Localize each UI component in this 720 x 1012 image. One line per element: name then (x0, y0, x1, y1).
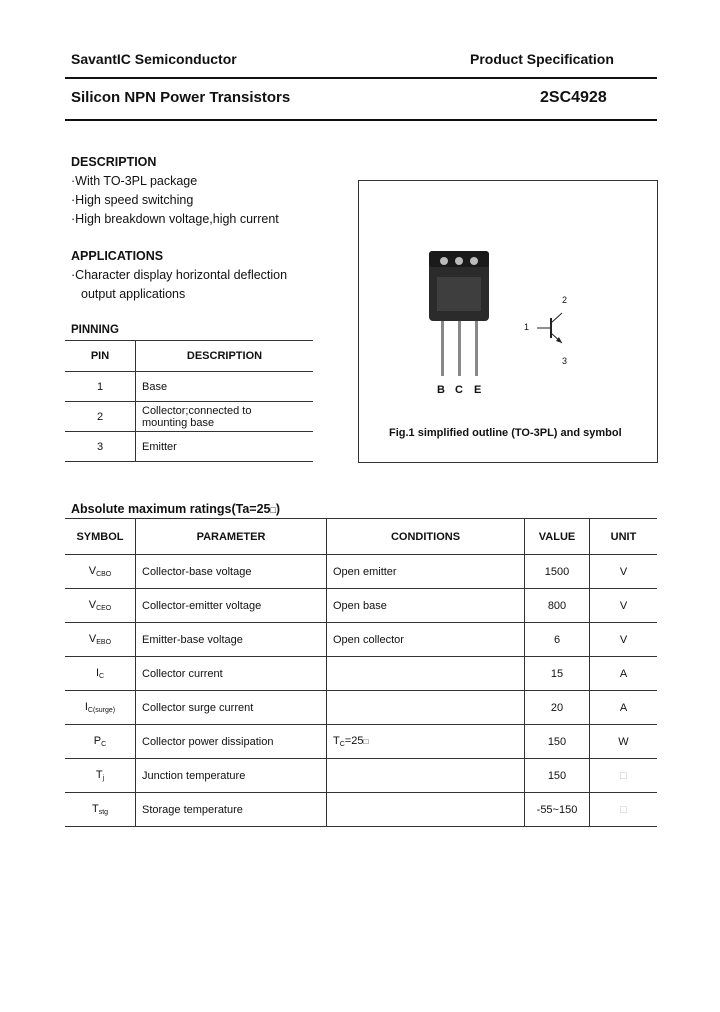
symbol-subscript: C (101, 741, 107, 748)
table-row (65, 691, 657, 725)
pin-description-line: mounting base (142, 416, 215, 429)
product-family-title: Silicon NPN Power Transistors (71, 89, 291, 106)
table-row (65, 623, 657, 657)
conditions-cell (327, 691, 525, 725)
value-cell: -55~150 (525, 793, 590, 827)
ratings-heading-text: Absolute maximum ratings(Ta=25 (71, 502, 271, 516)
applications-line: output applications (81, 287, 186, 301)
figure-caption: Fig.1 simplified outline (TO-3PL) and symbol (389, 427, 622, 439)
package-illustration (359, 181, 657, 462)
table-row (65, 555, 657, 589)
unit-cell: V (619, 599, 628, 612)
symbol-collector (551, 313, 562, 323)
parameter-cell: Storage temperature (136, 793, 327, 827)
condition-value: =25 (344, 735, 364, 747)
table-row (65, 402, 313, 432)
pin-label-c: C (455, 384, 463, 396)
unit-cell: A (619, 701, 628, 714)
symbol-letter: V (88, 565, 97, 577)
symbol-subscript: stg (98, 809, 109, 816)
unit-cell: □ (620, 803, 627, 816)
symbol-cell (65, 555, 136, 589)
symbol-subscript: C (99, 673, 105, 680)
symbol-subscript: C(surge) (87, 707, 116, 714)
pinning-heading: PINNING (71, 324, 119, 336)
parameter-cell: Collector current (136, 657, 327, 691)
condition-subscript: C (339, 741, 345, 748)
conditions-cell (327, 793, 525, 827)
conditions-cell (327, 725, 525, 759)
parameter-cell: Collector surge current (136, 691, 327, 725)
unit-cell: □ (620, 769, 627, 782)
symbol-subscript: CBO (96, 571, 112, 578)
company-name: SavantIC Semiconductor (71, 51, 237, 67)
pin-description (136, 402, 314, 432)
value-cell: 150 (525, 759, 590, 793)
header-rule-bottom (65, 119, 657, 121)
symbol-label-2: 2 (562, 295, 568, 305)
degree-glyph: □ (270, 505, 276, 515)
symbol-cell (65, 623, 136, 657)
symbol-letter: V (88, 633, 97, 645)
pin-number: 3 (65, 432, 136, 462)
parameter-cell: Junction temperature (136, 759, 327, 793)
parameter-cell: Emitter-base voltage (136, 623, 327, 657)
header-rule-top (65, 77, 657, 79)
mount-hole (440, 257, 448, 265)
unit-cell: V (619, 565, 628, 578)
description-item: ·High speed switching (71, 193, 194, 207)
value-cell: 800 (525, 589, 590, 623)
parameter-col-header: PARAMETER (136, 519, 327, 555)
spec-label: Product Specification (470, 51, 614, 67)
symbol-subscript: j (102, 775, 105, 782)
value-cell: 20 (525, 691, 590, 725)
pin-lead (475, 321, 478, 376)
symbol-letter: T (91, 803, 99, 815)
value-cell: 150 (525, 725, 590, 759)
conditions-cell (327, 759, 525, 793)
parameter-cell: Collector power dissipation (136, 725, 327, 759)
description-item: ·With TO-3PL package (71, 174, 198, 188)
part-number: 2SC4928 (540, 89, 607, 106)
conditions-col-header: CONDITIONS (327, 519, 525, 555)
symbol-letter: T (95, 769, 103, 781)
pin-label-b: B (437, 384, 445, 396)
pin-number: 1 (65, 372, 136, 402)
mount-hole (470, 257, 478, 265)
pin-number: 2 (65, 402, 136, 432)
symbol-cell (65, 657, 136, 691)
parameter-cell: Collector-base voltage (136, 555, 327, 589)
table-row (65, 432, 313, 462)
symbol-subscript: CEO (96, 605, 112, 612)
symbol-cell (65, 759, 136, 793)
value-cell: 1500 (525, 555, 590, 589)
condition-symbol: T (333, 735, 340, 747)
applications-heading: APPLICATIONS (71, 249, 164, 263)
ratings-heading-close: ) (275, 502, 281, 516)
pin-lead (441, 321, 444, 376)
value-cell: 6 (525, 623, 590, 657)
conditions-cell: Open base (327, 589, 525, 623)
table-row (65, 759, 657, 793)
pin-lead (458, 321, 461, 376)
symbol-cell (65, 725, 136, 759)
symbol-cell (65, 589, 136, 623)
conditions-cell: Open emitter (327, 555, 525, 589)
ratings-heading (71, 502, 280, 516)
pin-col-header: PIN (65, 341, 136, 372)
ratings-table (65, 518, 657, 827)
pin-description: Base (142, 380, 168, 393)
symbol-label-3: 3 (562, 356, 568, 366)
pin-description: Emitter (142, 440, 177, 453)
table-row (65, 372, 313, 402)
figure-box (358, 180, 658, 463)
description-item: ·High breakdown voltage,high current (71, 212, 279, 226)
table-row (65, 725, 657, 759)
symbol-label-1: 1 (524, 322, 530, 332)
pinning-table (65, 340, 313, 462)
symbol-letter: V (88, 599, 97, 611)
package-face (437, 277, 481, 311)
conditions-cell (327, 657, 525, 691)
table-row (65, 589, 657, 623)
symbol-letter: I (84, 701, 88, 713)
value-cell: 15 (525, 657, 590, 691)
symbol-cell (65, 691, 136, 725)
symbol-letter: P (93, 735, 102, 747)
unit-col-header: UNIT (610, 530, 637, 543)
desc-col-header: DESCRIPTION (186, 350, 263, 362)
symbol-cell (65, 793, 136, 827)
description-heading: DESCRIPTION (71, 155, 157, 169)
value-col-header: VALUE (525, 519, 590, 555)
symbol-col-header: SYMBOL (65, 519, 136, 555)
table-row (65, 657, 657, 691)
unit-cell: W (618, 735, 629, 748)
degree-glyph: □ (363, 737, 369, 746)
parameter-cell: Collector-emitter voltage (136, 589, 327, 623)
symbol-subscript: EBO (96, 639, 112, 646)
pin-label-e: E (474, 384, 482, 396)
mount-hole (455, 257, 463, 265)
symbol-letter: I (95, 667, 99, 679)
conditions-cell: Open collector (327, 623, 525, 657)
applications-line: ·Character display horizontal deflection (71, 268, 288, 282)
table-row (65, 793, 657, 827)
pin-description-line: Collector;connected to (142, 404, 252, 417)
unit-cell: V (619, 633, 628, 646)
unit-cell: A (619, 667, 628, 680)
